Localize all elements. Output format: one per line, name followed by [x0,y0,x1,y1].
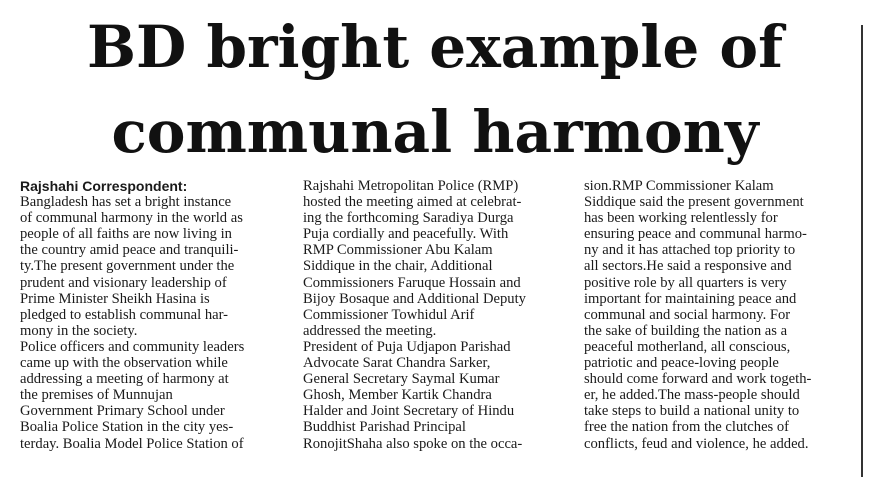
text-line: Commissioner Towhidul Arif [303,306,475,323]
headline-line-2: communal harmony [111,98,759,166]
text-line: Bijoy Bosaque and Additional Deputy [303,290,526,307]
text-line: sion.RMP Commissioner Kalam [584,178,774,194]
text-line: er, he added.The mass-people should [584,387,800,404]
text-line: the sake of building the nation as a [584,322,788,339]
text-line: Prime Minister Sheikh Hasina is [20,290,210,307]
text-line: Government Primary School under [20,403,225,420]
text-line: hosted the meeting aimed at celebrat- [303,194,522,211]
text-line: President of Puja Udjapon Parishad [303,338,511,355]
text-line: RMP Commissioner Abu Kalam [303,242,493,259]
text-line: people of all faiths are now living in [20,226,232,243]
text-line: addressed the meeting. [303,322,437,339]
text-line: Siddique said the present government [584,194,804,211]
column-rule [861,25,863,477]
text-line: Buddhist Parishad Principal [303,419,466,436]
text-line: has been working relentlessly for [584,210,778,227]
text-line: communal and social harmony. For [584,306,791,323]
text-line: pledged to establish communal har- [20,306,229,323]
article-column-2 [303,178,565,452]
text-line: positive role by all quarters is very [584,274,787,291]
text-line: should come forward and work togeth- [584,371,812,388]
text-line: conflicts, feud and violence, he added. [584,435,809,452]
article-column-3 [584,178,846,452]
headline-line-1: BD bright example of [86,13,784,81]
text-line: free the nation from the clutches of [584,419,790,436]
text-line: Advocate Sarat Chandra Sarker, [303,355,491,372]
text-line: all sectors.He said a responsive and [584,258,792,275]
text-line: Ghosh, Member Kartik Chandra [303,387,492,404]
text-line: addressing a meeting of harmony at [20,371,229,388]
text-line: ty.The present government under the [20,258,235,275]
text-line: Police officers and community leaders [20,338,245,355]
text-line: of communal harmony in the world as [20,210,243,227]
text-line: Siddique in the chair, Additional [303,258,493,275]
text-line: General Secretary Saymal Kumar [303,371,500,388]
text-line: Rajshahi Metropolitan Police (RMP) [303,178,519,194]
text-line: ing the forthcoming Saradiya Durga [303,210,514,227]
text-line: ensuring peace and communal harmo- [584,226,807,243]
text-line: patriotic and peace-loving people [584,355,779,372]
text-line: terday. Boalia Model Police Station of [20,435,244,452]
byline: Rajshahi Correspondent: [20,178,188,194]
article-column-1 [20,178,282,452]
text-line: ny and it has attached top priority to [584,242,796,259]
text-line: Boalia Police Station in the city yes- [20,419,234,436]
text-line: RonojitShaha also spoke on the occa- [303,435,523,452]
text-line: the premises of Munnujan [20,387,173,404]
text-line: important for maintaining peace and [584,290,797,307]
text-line: take steps to build a national unity to [584,403,800,420]
text-line: Puja cordially and peacefully. With [303,226,509,243]
text-line: peaceful motherland, all conscious, [584,338,791,355]
text-line: Halder and Joint Secretary of Hindu [303,403,515,420]
text-line: Commissioners Faruque Hossain and [303,274,521,291]
text-line: came up with the observation while [20,355,228,372]
text-line: the country amid peace and tranquili- [20,242,239,259]
text-line: mony in the society. [20,322,138,339]
text-line: prudent and visionary leadership of [20,274,227,291]
text-line: Bangladesh has set a bright instance [20,194,232,211]
